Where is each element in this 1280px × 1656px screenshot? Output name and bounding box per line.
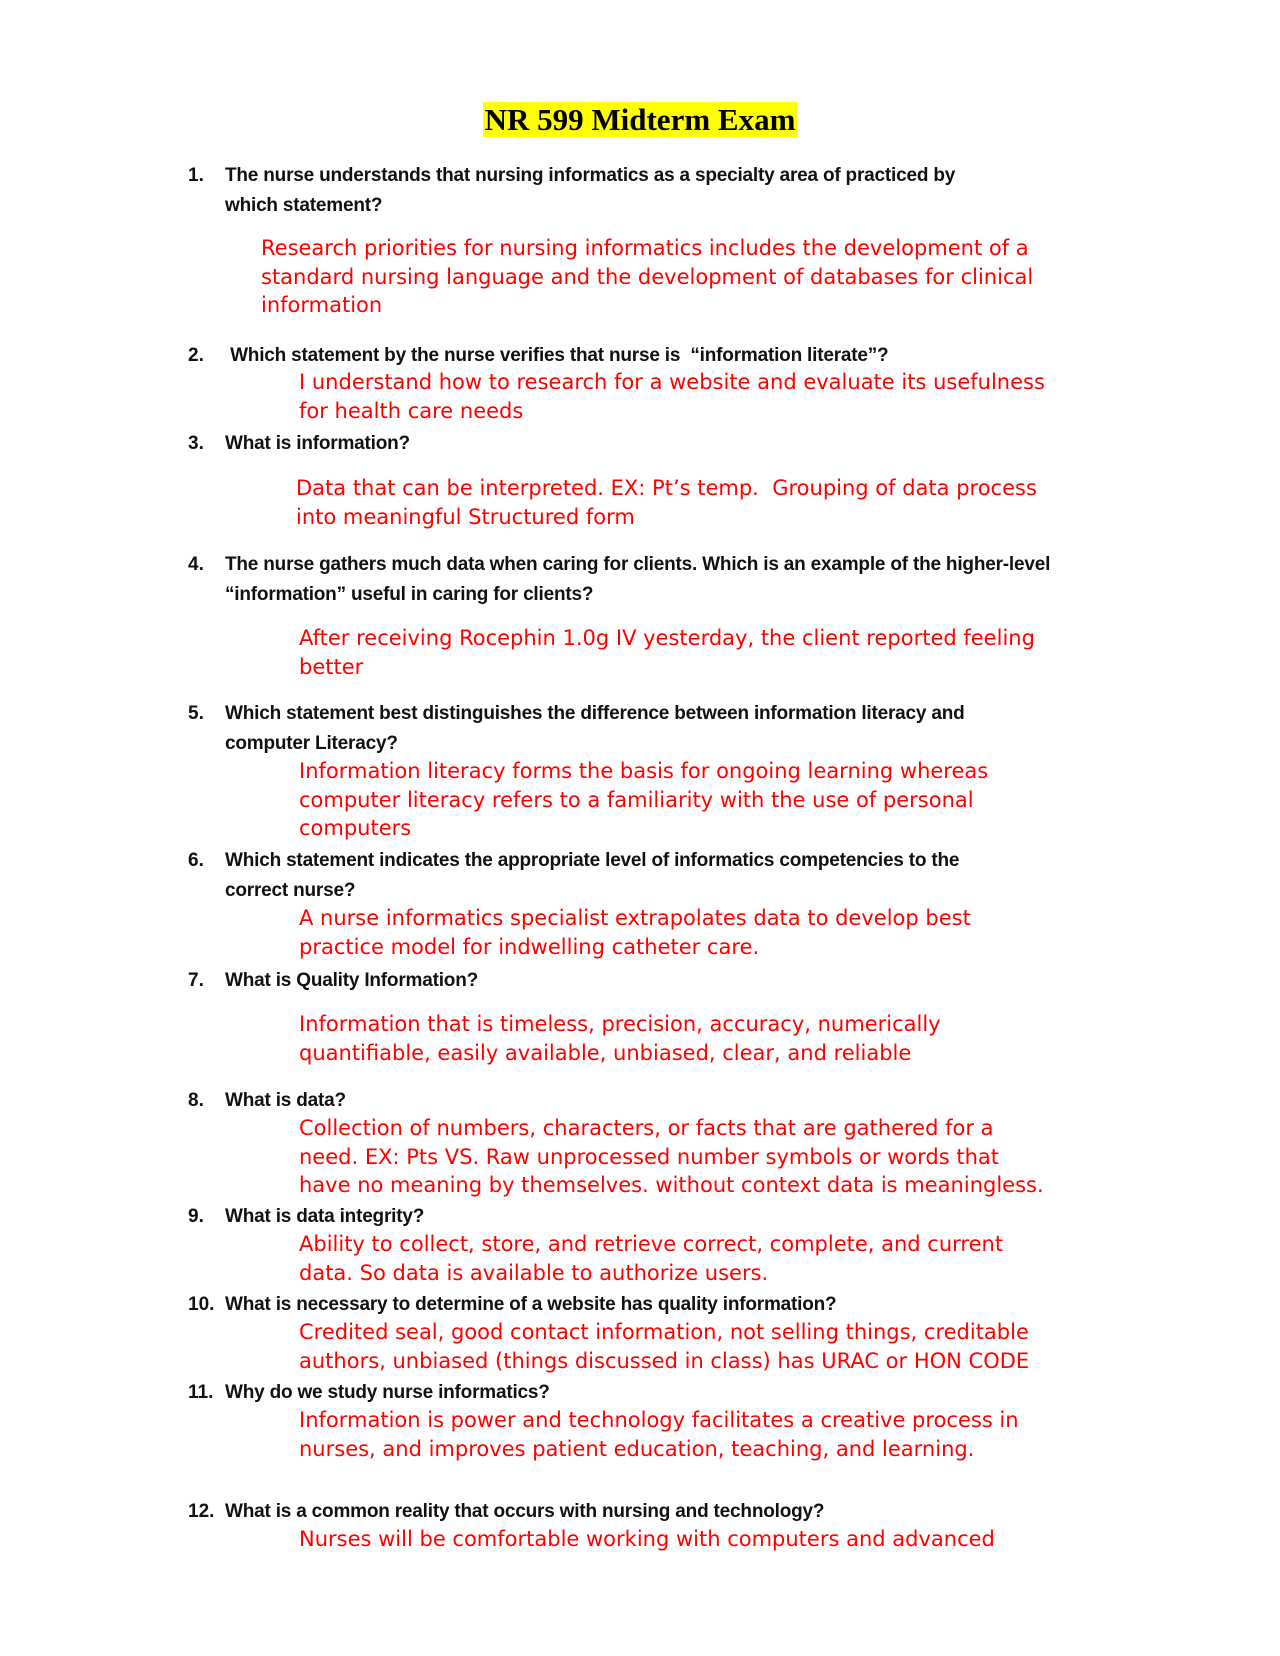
page-title (0, 100, 1280, 140)
answer-text: After receiving Rocephin 1.0g IV yesterday, the client reported feeling better (299, 626, 1035, 679)
question-number: 10. (188, 1294, 215, 1315)
answer-text: Information that is timeless, precision, accuracy, numerically quantifiable, easily available, unbiased, clear, and reliable (299, 1012, 941, 1065)
answer-text: Data that can be interpreted. EX: Pt’s temp. Grouping of data process into meaningful Structured form (296, 476, 1037, 529)
question-number: 5. (188, 703, 204, 724)
question-number: 7. (188, 970, 204, 991)
question-number: 9. (188, 1206, 204, 1227)
answer-text: Information is power and technology facilitates a creative process in nurses, and improves patient education, teaching, and learning. (299, 1408, 1019, 1461)
question-text: What is information? (225, 433, 410, 454)
question-number: 2. (188, 345, 204, 366)
question-text: Which statement by the nurse verifies that nurse is “information literate”? (225, 345, 889, 366)
answer-text: A nurse informatics specialist extrapolates data to develop best practice model for indwelling catheter care. (299, 906, 971, 959)
answer-text: Nurses will be comfortable working with computers and advanced (299, 1527, 995, 1551)
question-text: Which statement best distinguishes the difference between information literacy and computer Literacy? (225, 703, 965, 754)
question-text: Which statement indicates the appropriate level of informatics competencies to the correct nurse? (225, 850, 960, 901)
answer-text: Information literacy forms the basis for ongoing learning whereas computer literacy refers to a familiarity with the use of personal computers (299, 759, 989, 840)
question-number: 12. (188, 1501, 215, 1522)
page-title-text: NR 599 Midterm Exam (484, 102, 796, 137)
question-text: The nurse gathers much data when caring for clients. Which is an example of the higher-level “information” useful in caring for clients? (225, 554, 1051, 605)
answer-text: Collection of numbers, characters, or facts that are gathered for a need. EX: Pts VS. Raw unprocessed number symbols or words that have no meaning by themselves. without context data is meaningless. (299, 1116, 1044, 1197)
question-text: The nurse understands that nursing informatics as a specialty area of practiced by which statement? (225, 165, 956, 216)
question-text: What is a common reality that occurs with nursing and technology? (225, 1501, 825, 1522)
answer-text: Ability to collect, store, and retrieve correct, complete, and current data. So data is available to authorize users. (299, 1232, 1004, 1285)
question-number: 6. (188, 850, 204, 871)
question-number: 3. (188, 433, 204, 454)
question-text: What is data? (225, 1090, 346, 1111)
answer-text: Credited seal, good contact information, not selling things, creditable authors, unbiased (things discussed in class) has URAC or HON CODE (299, 1320, 1030, 1373)
answer-text: Research priorities for nursing informatics includes the development of a standard nursing language and the development of databases for clinical information (261, 236, 1034, 317)
answer-text: I understand how to research for a website and evaluate its usefulness for health care needs (299, 370, 1045, 423)
question-number: 1. (188, 165, 204, 186)
question-text: What is Quality Information? (225, 970, 479, 991)
question-text: Why do we study nurse informatics? (225, 1382, 550, 1403)
question-number: 11. (188, 1382, 214, 1403)
question-text: What is necessary to determine of a website has quality information? (225, 1294, 837, 1315)
question-text: What is data integrity? (225, 1206, 425, 1227)
question-number: 8. (188, 1090, 204, 1111)
question-number: 4. (188, 554, 204, 575)
